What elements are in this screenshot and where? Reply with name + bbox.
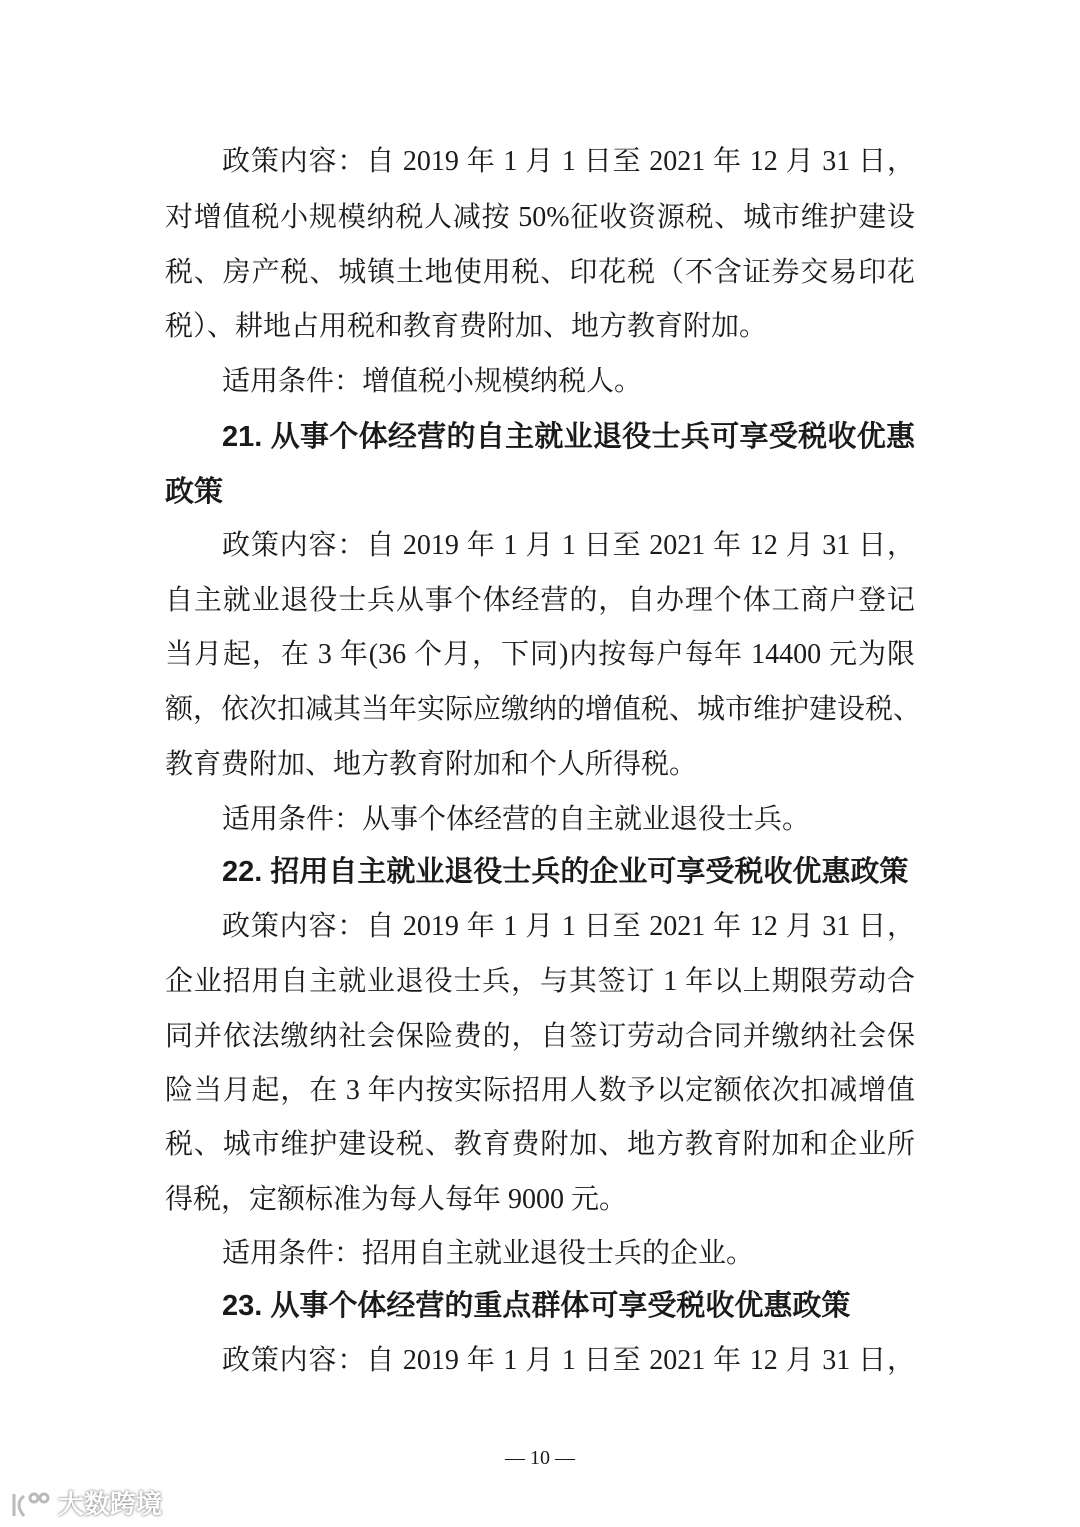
- condition-line: 适用条件：招用自主就业退役士兵的企业。: [222, 1238, 755, 1269]
- paragraph-line: 自主就业退役士兵从事个体经营的，自办理个体工商户登记: [165, 585, 915, 616]
- watermark-logo-icon: [10, 1490, 50, 1520]
- paragraph-line: 税、城市维护建设税、教育费附加、地方教育附加和企业所: [165, 1129, 915, 1160]
- paragraph-line: 税）、耕地占用税和教育费附加、地方教育附加。: [165, 311, 768, 342]
- paragraph-line: 政策内容：自 2019 年 1 月 1 日至 2021 年 12 月 31 日，: [222, 146, 915, 177]
- section-heading-22: 22. 招用自主就业退役士兵的企业可享受税收优惠政策: [222, 856, 909, 888]
- paragraph-line: 政策内容：自 2019 年 1 月 1 日至 2021 年 12 月 31 日，: [222, 1345, 915, 1376]
- paragraph-line: 对增值税小规模纳税人减按 50%征收资源税、城市维护建设: [165, 202, 915, 233]
- paragraph-line: 额，依次扣减其当年实际应缴纳的增值税、城市维护建设税、: [165, 694, 922, 725]
- page-number: — 10 —: [505, 1447, 575, 1469]
- paragraph-line: 当月起，在 3 年(36 个月，下同)内按每户每年 14400 元为限: [165, 639, 915, 670]
- paragraph-line: 企业招用自主就业退役士兵，与其签订 1 年以上期限劳动合: [165, 966, 915, 997]
- section-heading-21-cont: 政策: [165, 476, 224, 508]
- paragraph-line: 得税，定额标准为每人每年 9000 元。: [165, 1184, 628, 1215]
- section-heading-21: 21. 从事个体经营的自主就业退役士兵可享受税收优惠: [222, 421, 915, 453]
- watermark: [10, 1490, 162, 1520]
- paragraph-line: 教育费附加、地方教育附加和个人所得税。: [165, 749, 698, 780]
- paragraph-line: 同并依法缴纳社会保险费的，自签订劳动合同并缴纳社会保: [165, 1021, 915, 1052]
- condition-line: 适用条件：从事个体经营的自主就业退役士兵。: [222, 804, 811, 835]
- paragraph-line: 险当月起，在 3 年内按实际招用人数予以定额依次扣减增值: [165, 1075, 915, 1106]
- watermark-text: 大数跨境: [58, 1490, 163, 1520]
- section-heading-23: 23. 从事个体经营的重点群体可享受税收优惠政策: [222, 1290, 851, 1322]
- paragraph-line: 政策内容：自 2019 年 1 月 1 日至 2021 年 12 月 31 日，: [222, 530, 915, 561]
- paragraph-line: 税、房产税、城镇土地使用税、印花税（不含证券交易印花: [165, 257, 915, 288]
- paragraph-line: 政策内容：自 2019 年 1 月 1 日至 2021 年 12 月 31 日，: [222, 911, 915, 942]
- condition-line: 适用条件：增值税小规模纳税人。: [222, 366, 643, 397]
